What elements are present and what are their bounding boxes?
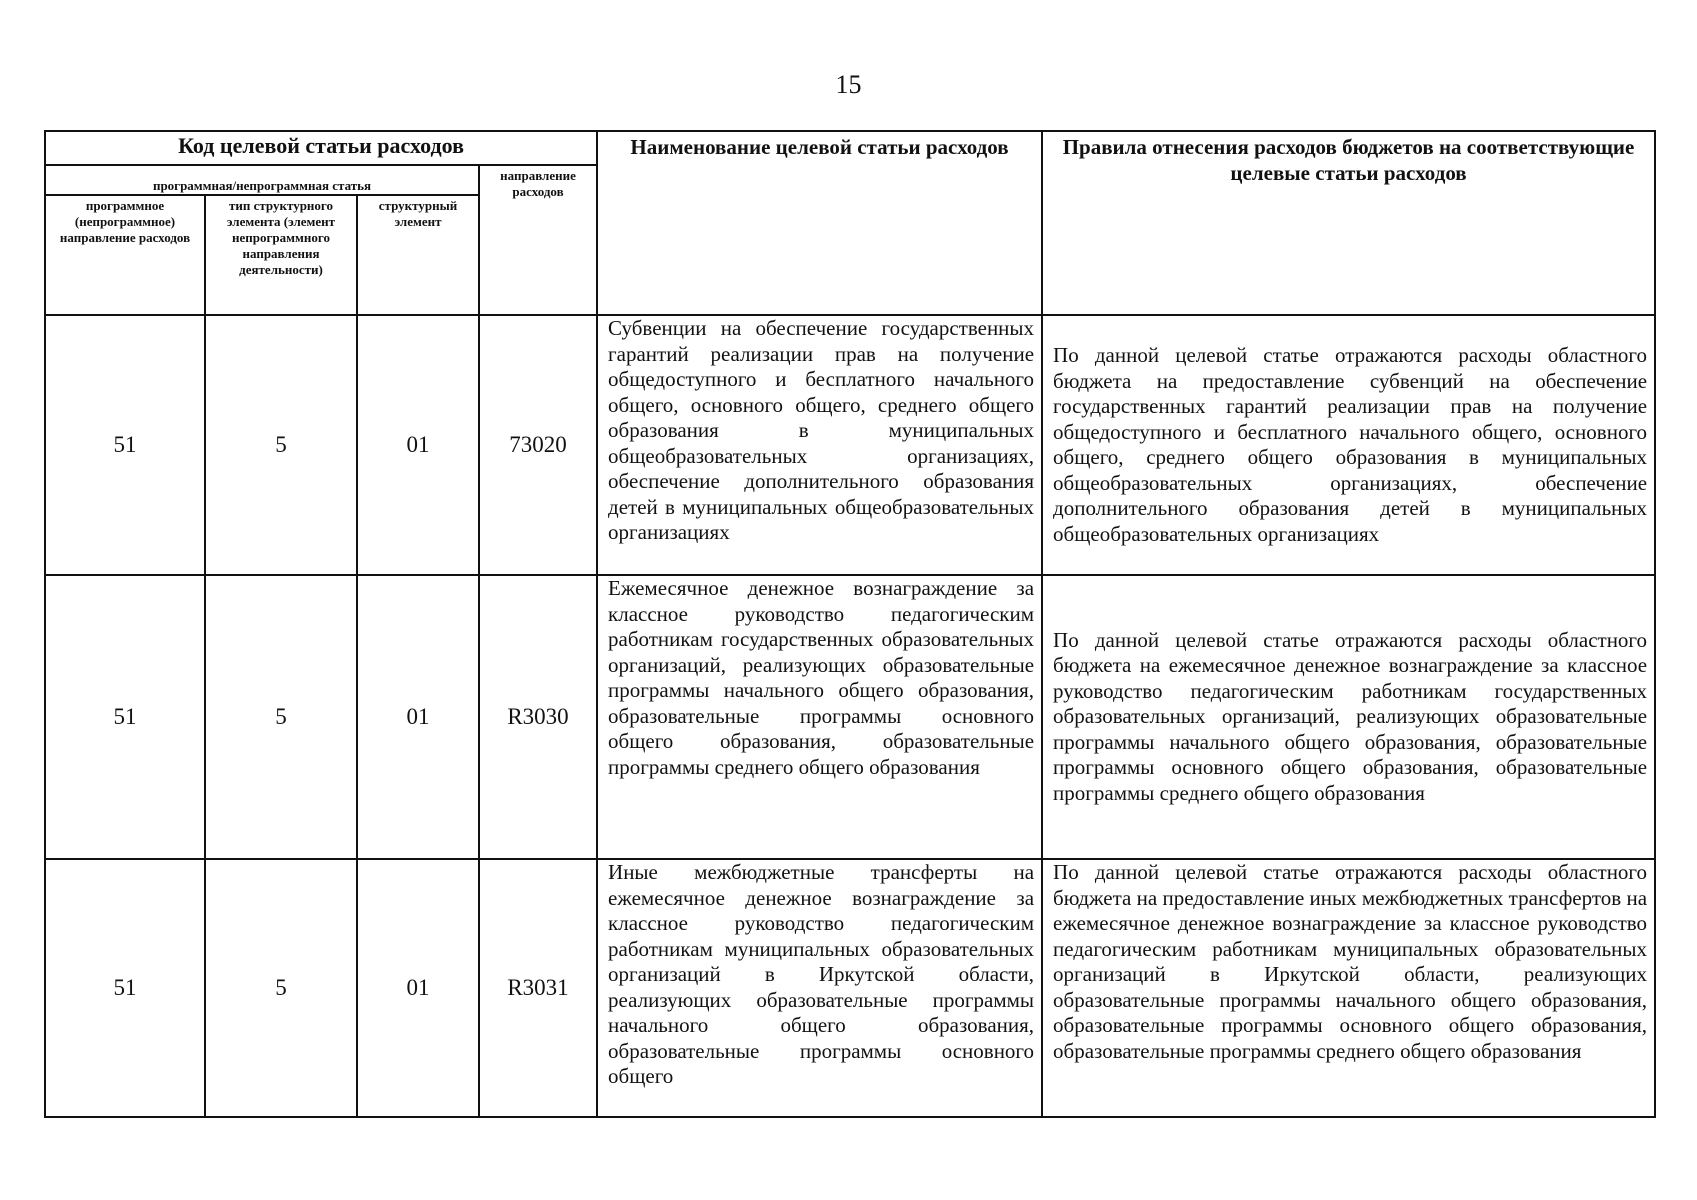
page-number: 15 (835, 70, 862, 99)
element-code-cell: 01 (357, 315, 479, 575)
header-program-group: программная/непрограммная статья (45, 165, 479, 195)
header-direction: направление расходов (479, 165, 597, 315)
header-program-direction: программное (непрограммное) направление расходов (45, 195, 205, 315)
header-name: Наименование целевой статьи расходов (597, 131, 1042, 315)
program-code-cell: 51 (45, 859, 205, 1117)
article-rule-cell: По данной целевой статье отражаются расходы областного бюджета на ежемесячное денежное вознаграждение за классное руководство педагогическим работникам государственных образовательных организаций, реализующих образовательные программы начального общего образования, образовательные программы основного общего образования, образовательные программы среднего общего образования (1042, 575, 1655, 859)
article-name-cell: Субвенции на обеспечение государственных гарантий реализации прав на получение общедоступного и бесплатного начального общего, основного общего, среднего общего образования в муниципальных общеобразовательных организациях, обеспечение дополнительного образования детей в муниципальных общеобразовательных организациях (597, 315, 1042, 575)
program-code-cell: 51 (45, 575, 205, 859)
header-element-type: тип структурного элемента (элемент непрограммного направления деятельности) (205, 195, 357, 315)
table-row (45, 315, 1655, 575)
header-structural-element: структурный элемент (357, 195, 479, 315)
type-code-cell: 5 (205, 859, 357, 1117)
element-code-cell: 01 (357, 859, 479, 1117)
direction-code-cell: 73020 (479, 315, 597, 575)
header-row-1 (45, 131, 1655, 165)
program-code-cell: 51 (45, 315, 205, 575)
direction-code-cell: R3031 (479, 859, 597, 1117)
table-row (45, 859, 1655, 1117)
article-name-cell: Иные межбюджетные трансферты на ежемесячное денежное вознаграждение за классное руководство педагогическим работникам муниципальных образовательных организаций в Иркутской области, реализующих образовательные программы начального общего образования, образовательные программы основного общего (597, 859, 1042, 1117)
element-code-cell: 01 (357, 575, 479, 859)
header-rules: Правила отнесения расходов бюджетов на соответствующие целевые статьи расходов (1042, 131, 1655, 315)
target-articles-table (44, 130, 1656, 1118)
article-rule-cell: По данной целевой статье отражаются расходы областного бюджета на предоставление субвенций на обеспечение государственных гарантий реализации прав на получение общедоступного и бесплатного начального общего, основного общего, среднего общего образования в муниципальных общеобразовательных организациях, обеспечение дополнительного образования детей в муниципальных общеобразовательных организациях (1042, 315, 1655, 575)
type-code-cell: 5 (205, 575, 357, 859)
type-code-cell: 5 (205, 315, 357, 575)
article-rule-cell: По данной целевой статье отражаются расходы областного бюджета на предоставление иных межбюджетных трансфертов на ежемесячное денежное вознаграждение за классное руководство педагогическим работникам муниципальных образовательных организаций в Иркутской области, реализующих образовательные программы начального общего образования, образовательные программы основного общего образования, образовательные программы среднего общего образования (1042, 859, 1655, 1117)
header-code-group: Код целевой статьи расходов (45, 131, 597, 165)
article-name-cell: Ежемесячное денежное вознаграждение за классное руководство педагогическим работникам государственных образовательных организаций, реализующих образовательные программы начального общего образования, образовательные программы основного общего образования, образовательные программы среднего общего образования (597, 575, 1042, 859)
table-row (45, 575, 1655, 859)
direction-code-cell: R3030 (479, 575, 597, 859)
